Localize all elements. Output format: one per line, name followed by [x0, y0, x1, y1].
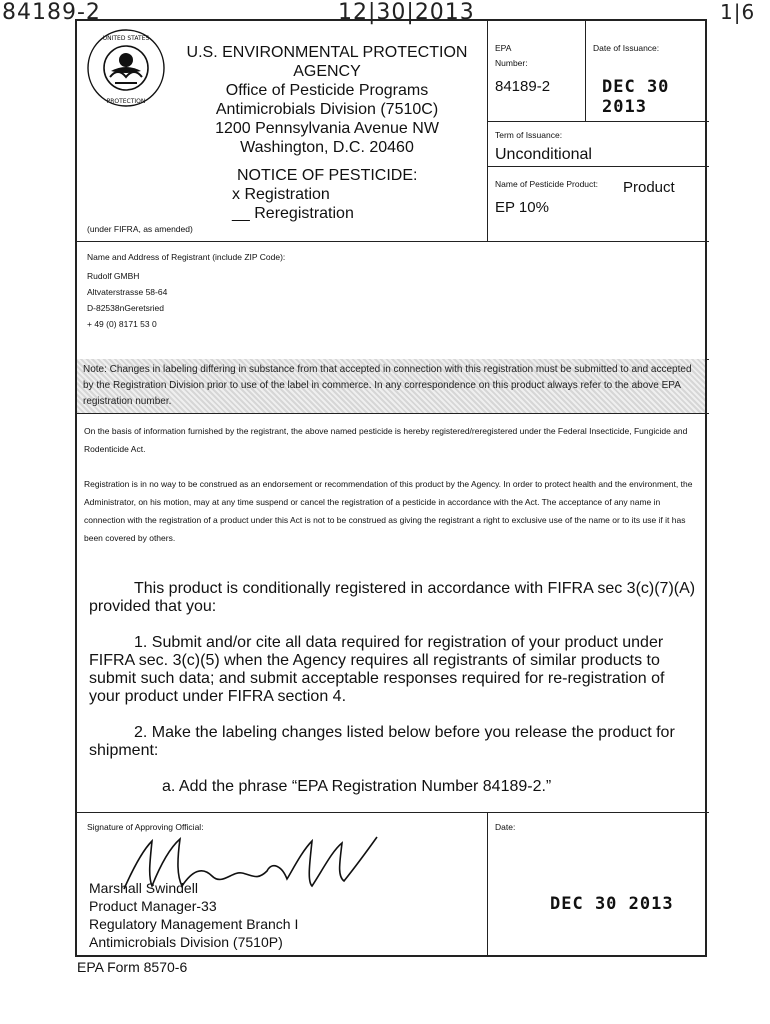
labeling-note: Note: Changes in labeling differing in substance from that accepted in connection with this registration must be submitted to and accepted by the Registration Division prior to use of the label in commerce. In any correspondence on this product always refer to the above EPA registration number.	[83, 364, 692, 407]
street-address: 1200 Pennsylvania Avenue NW	[215, 120, 439, 137]
registrant-address	[87, 268, 167, 332]
handwritten-date: 12|30|2013	[338, 0, 475, 25]
condition-2: 2. Make the labeling changes listed below before you release the product for shipment:	[89, 724, 675, 759]
registrant-company: Rudolf GMBH	[87, 271, 140, 281]
registrant-label: Name and Address of Registrant (include ZIP Code):	[87, 252, 286, 262]
signatory-division: Antimicrobials Division (7510P)	[89, 934, 283, 950]
signature-date-stamp: DEC 30 2013	[550, 894, 674, 914]
epa-number-label: Number:	[495, 58, 528, 68]
under-fifra-note: (under FIFRA, as amended)	[87, 224, 193, 234]
form-number: EPA Form 8570-6	[77, 959, 188, 975]
epa-seal-logo	[85, 27, 167, 114]
signatory-branch: Regulatory Management Branch I	[89, 916, 299, 932]
division-name: Antimicrobials Division (7510C)	[215, 101, 439, 118]
registration-option: x Registration	[232, 186, 330, 203]
product-name-line2: EP 10%	[495, 199, 549, 216]
issuance-date-stamp: DEC 30 2013	[602, 77, 670, 117]
signatory-title: Product Manager-33	[89, 898, 217, 914]
registrant-phone: + 49 (0) 8171 53 0	[87, 319, 157, 329]
signatory-block	[89, 879, 298, 951]
labeling-note-band	[77, 359, 705, 413]
term-of-issuance-label: Term of Issuance:	[495, 130, 563, 140]
agency-name-line1: U.S. ENVIRONMENTAL PROTECTION	[186, 44, 468, 61]
svg-text:PROTECTION: PROTECTION	[106, 98, 146, 105]
handwritten-page: 1|6	[720, 0, 756, 24]
handwritten-reg-number: 84189-2	[2, 0, 101, 25]
condition-1: 1. Submit and/or cite all data required for registration of your product under FIFRA sec. 3(c)(5) when the Agency requires all registrants of similar products to submit such data; and submit acceptable responses required for re-registration of your product under FIFRA section 4.	[89, 634, 665, 705]
registration-statement: On the basis of information furnished by the registrant, the above named pesticide is hereby registered/reregistered under the Federal Insecticide, Fungicide and Rodenticide Act.	[84, 426, 688, 454]
agency-header	[177, 43, 477, 157]
signature-date-label: Date:	[495, 822, 516, 832]
svg-text:UNITED STATES: UNITED STATES	[102, 35, 150, 42]
product-name-line1: Product	[623, 179, 675, 196]
conditional-registration-intro: This product is conditionally registered in accordance with FIFRA sec 3(c)(7)(A) provided that you:	[89, 580, 696, 615]
signatory-name: Marshall Swindell	[89, 880, 198, 896]
epa-registration-number: 84189-2	[495, 78, 551, 95]
date-of-issuance-label: Date of Issuance:	[593, 43, 660, 53]
reregistration-option: __ Reregistration	[232, 205, 354, 222]
condition-2a: a. Add the phrase “EPA Registration Number 84189-2.”	[162, 778, 552, 795]
epa-registration-form	[75, 19, 707, 957]
term-of-issuance-value: Unconditional	[495, 146, 592, 163]
signature-label: Signature of Approving Official:	[87, 822, 204, 832]
registrant-postal-city: D-82538nGeretsried	[87, 303, 165, 313]
product-name-label: Name of Pesticide Product:	[495, 179, 598, 189]
disclaimer-paragraph: Registration is in no way to be construed as an endorsement or recommendation of this product by the Agency. In order to protect health and the environment, the Administrator, on his motion, may at any time suspend or cancel the registration of a pesticide in accordance with the Act. The acceptance of any name in connection with the registration of a product under this Act is not to be construed as giving the registrant a right to exclusive use of the name or to its use if it has been covered by others.	[84, 479, 693, 543]
city-address: Washington, D.C. 20460	[240, 139, 414, 156]
epa-label: EPA	[495, 43, 512, 53]
office-name: Office of Pesticide Programs	[225, 82, 429, 99]
agency-name-line2: AGENCY	[293, 63, 361, 80]
registrant-street: Altvaterstrasse 58-64	[87, 287, 168, 297]
notice-title: NOTICE OF PESTICIDE:	[237, 167, 418, 184]
